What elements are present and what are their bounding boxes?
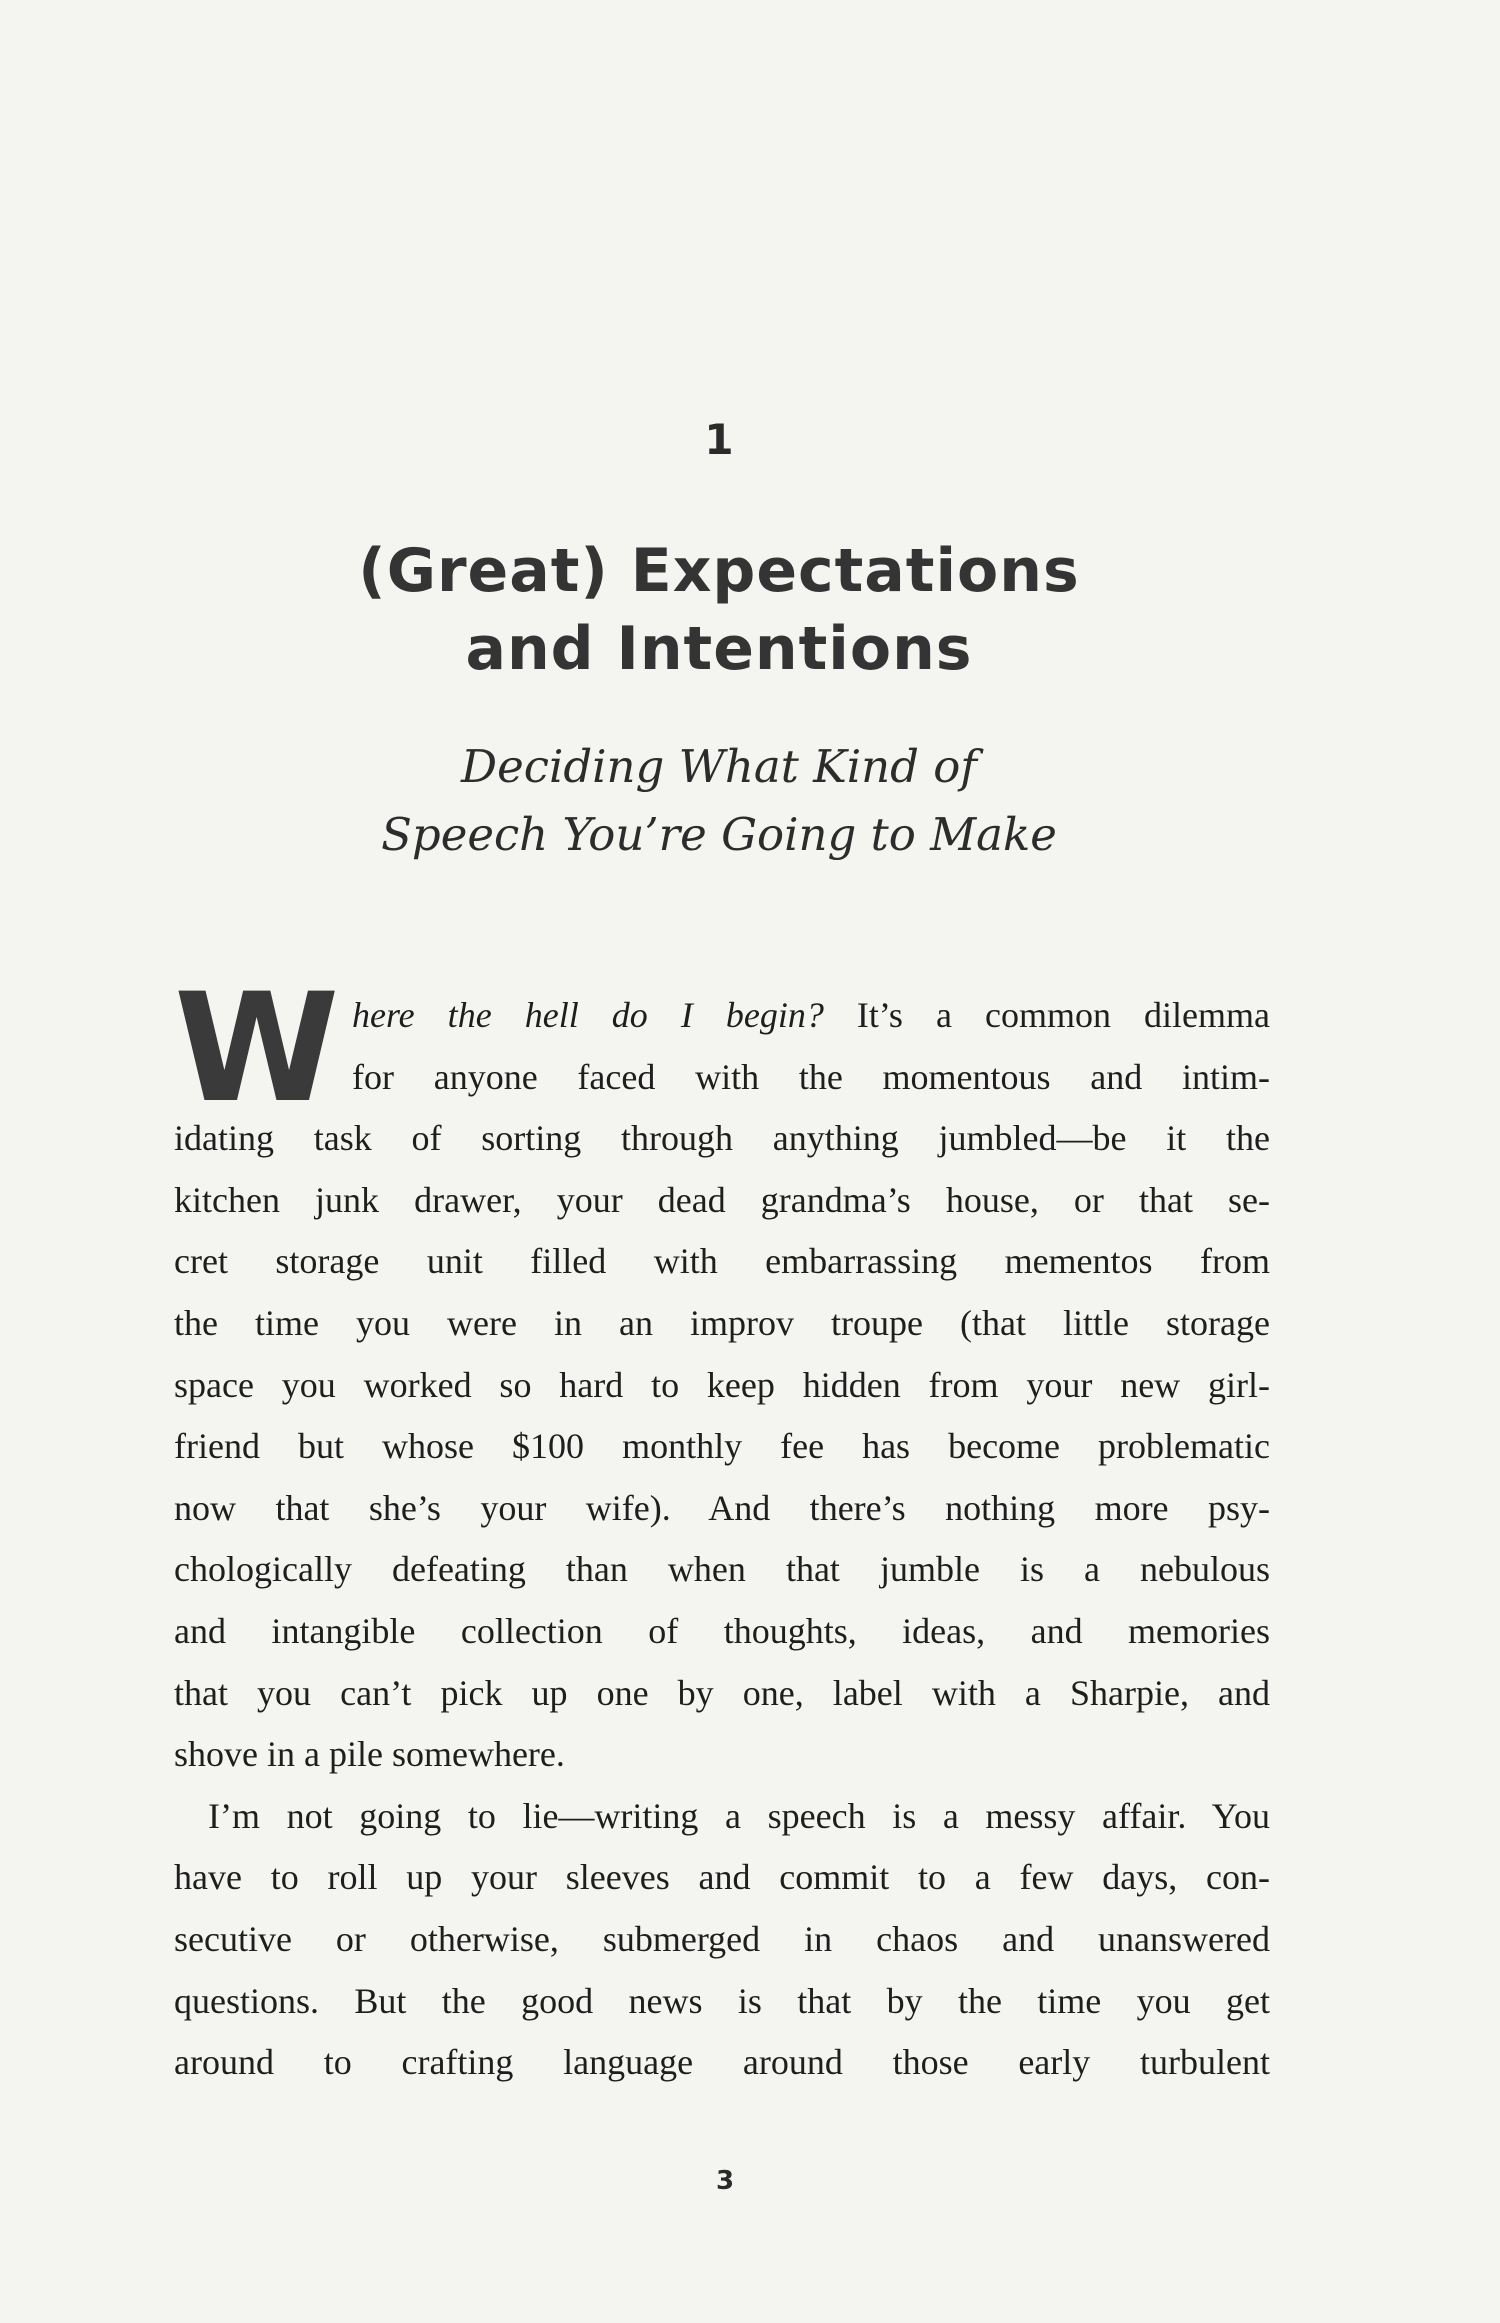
svg-text:W: W	[174, 978, 340, 1108]
opening-italic: here the hell do I begin?	[352, 995, 824, 1035]
opening-rest: It’s a common dilemma	[823, 995, 1270, 1035]
body-line: idating task of sorting through anything jumbled—be it the	[174, 1118, 1270, 1159]
body-line: friend but whose $100 monthly fee has become problematic	[174, 1426, 1270, 1467]
body-line: that you can’t pick up one by one, label with a Sharpie, and	[174, 1672, 1270, 1713]
body-line: secutive or otherwise, submerged in chaos and unanswered	[174, 1918, 1270, 1959]
body-text	[174, 985, 1270, 2094]
chapter-title	[0, 532, 1438, 688]
body-line: space you worked so hard to keep hidden from your new girl-	[174, 1364, 1270, 1405]
chapter-subtitle	[0, 733, 1438, 869]
body-line	[174, 985, 1270, 1047]
body-line: kitchen junk drawer, your dead grandma’s house, or that se-	[174, 1179, 1270, 1220]
body-line: around to crafting language around those early turbulent	[174, 2042, 1270, 2083]
body-line: I’m not going to lie—writing a speech is a messy affair. You	[208, 1795, 1270, 1836]
body-line: now that she’s your wife). And there’s nothing more psy-	[174, 1487, 1270, 1528]
body-line: cret storage unit filled with embarrassing mementos from	[174, 1241, 1270, 1282]
body-line: chologically defeating than when that jumble is a nebulous	[174, 1549, 1270, 1590]
body-line: shove in a pile somewhere.	[174, 1734, 565, 1775]
body-line: for anyone faced with the momentous and intim-	[352, 1056, 1270, 1097]
chapter-title-line-1: (Great) Expectations	[358, 536, 1080, 606]
chapter-subtitle-line-1: Deciding What Kind of	[461, 740, 977, 793]
chapter-number: 1	[704, 415, 734, 464]
body-line: have to roll up your sleeves and commit to a few days, con-	[174, 1857, 1270, 1898]
page-number: 3	[715, 2166, 735, 2196]
chapter-subtitle-line-2: Speech You’re Going to Make	[381, 808, 1057, 861]
chapter-title-line-2: and Intentions	[465, 614, 973, 684]
body-line: the time you were in an improv troupe (that little storage	[174, 1302, 1270, 1343]
body-line: questions. But the good news is that by the time you get	[174, 1980, 1270, 2021]
body-line: and intangible collection of thoughts, ideas, and memories	[174, 1610, 1270, 1651]
